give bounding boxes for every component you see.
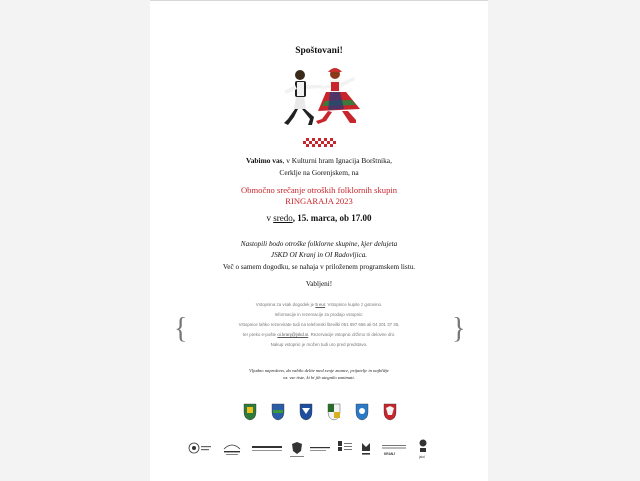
crest-1-icon bbox=[244, 404, 256, 420]
logo-5-icon bbox=[310, 447, 330, 451]
email-text-b: . Rezervacije vstopnic držimo tri delovne dni. bbox=[308, 332, 396, 337]
footer-note-line1: Vljudno naprošeno, da vabilo delite med svoje znance, prijatelje in najbližje bbox=[249, 368, 389, 373]
event-description bbox=[150, 239, 488, 261]
program-note: Več o samem dogodku, se nahaja v priloženem programskem listu. bbox=[222, 263, 416, 271]
heart-ornament-icon bbox=[301, 137, 341, 149]
price-text-b: . Vstopnice kupite z gotovino. bbox=[325, 302, 383, 307]
date-prefix: v bbox=[266, 213, 274, 223]
description-line1: Nastopili bodo otroške folklorne skupine, kjer delujeta bbox=[240, 240, 398, 248]
event-title-line1: Območno srečanje otroških folklornih skupin bbox=[240, 185, 398, 195]
info-line2: Informacije in rezervacije za prodajo vstopnic: bbox=[274, 312, 364, 317]
invitation-text bbox=[150, 155, 488, 179]
crest-6-icon bbox=[384, 404, 396, 420]
municipal-crests bbox=[242, 403, 402, 421]
crest-3-icon bbox=[300, 404, 312, 420]
email-link[interactable]: oi.kranj@jskd.si bbox=[277, 332, 309, 337]
logo-4-icon bbox=[290, 442, 304, 457]
info-email-line bbox=[180, 330, 458, 340]
logo-jskd-text: jskd bbox=[419, 455, 425, 459]
invitation-page bbox=[150, 0, 488, 481]
logo-9-icon bbox=[420, 440, 427, 453]
folk-dancers-illustration bbox=[270, 65, 370, 131]
invitation-lead: Vabimo vas bbox=[246, 156, 283, 165]
event-title-line2: RINGARAJA 2023 bbox=[285, 196, 353, 206]
invitation-location: Cerklje na Gorenjskem, na bbox=[279, 168, 359, 177]
closing-text: Vabljeni! bbox=[305, 280, 333, 288]
crest-5-icon bbox=[356, 404, 368, 420]
ticket-price-line bbox=[180, 300, 458, 310]
greeting: Spoštovani! bbox=[295, 46, 343, 56]
right-brace: } bbox=[452, 312, 466, 345]
logo-3-icon bbox=[252, 446, 282, 451]
date-day: sredo bbox=[273, 213, 293, 223]
info-line3: Vstopnice lahko rezervirate tudi na telefonski številki 051 697 666 ali 04 201 37 35, bbox=[238, 322, 400, 327]
info-line5: Nakup vstopnic je možen tudi uro pred predstavo. bbox=[270, 342, 368, 347]
sponsor-logos bbox=[186, 437, 456, 459]
crest-2-icon bbox=[272, 404, 284, 420]
ticket-info-box bbox=[180, 300, 458, 358]
date-rest: , 15. marca, ob 17.00 bbox=[292, 213, 372, 223]
footer-note-line2: oz. vse tiste, ki bi jih utegnilo zanimati. bbox=[283, 375, 355, 380]
price-text-a: Vstopnina za vsak dogodek je bbox=[255, 302, 316, 307]
logo-kranj-text: KRANJ bbox=[384, 452, 395, 456]
logo-1-icon bbox=[189, 443, 211, 453]
logo-8-icon bbox=[382, 445, 406, 449]
invitation-venue: , v Kulturni hram Ignacija Borštnika, bbox=[282, 156, 392, 165]
logo-7-icon bbox=[362, 443, 370, 455]
email-text-a: ter preko e-pošte bbox=[242, 332, 278, 337]
footer-note bbox=[150, 367, 488, 381]
description-line2: JSKD OI Kranj in OI Radovljica. bbox=[270, 251, 368, 259]
logo-6-icon bbox=[338, 441, 352, 451]
crest-4-icon bbox=[328, 404, 340, 420]
event-title bbox=[150, 185, 488, 207]
logo-2-icon bbox=[224, 445, 240, 455]
event-date bbox=[150, 213, 488, 223]
price-value: 5 eur bbox=[315, 302, 326, 307]
left-brace: { bbox=[174, 312, 188, 345]
